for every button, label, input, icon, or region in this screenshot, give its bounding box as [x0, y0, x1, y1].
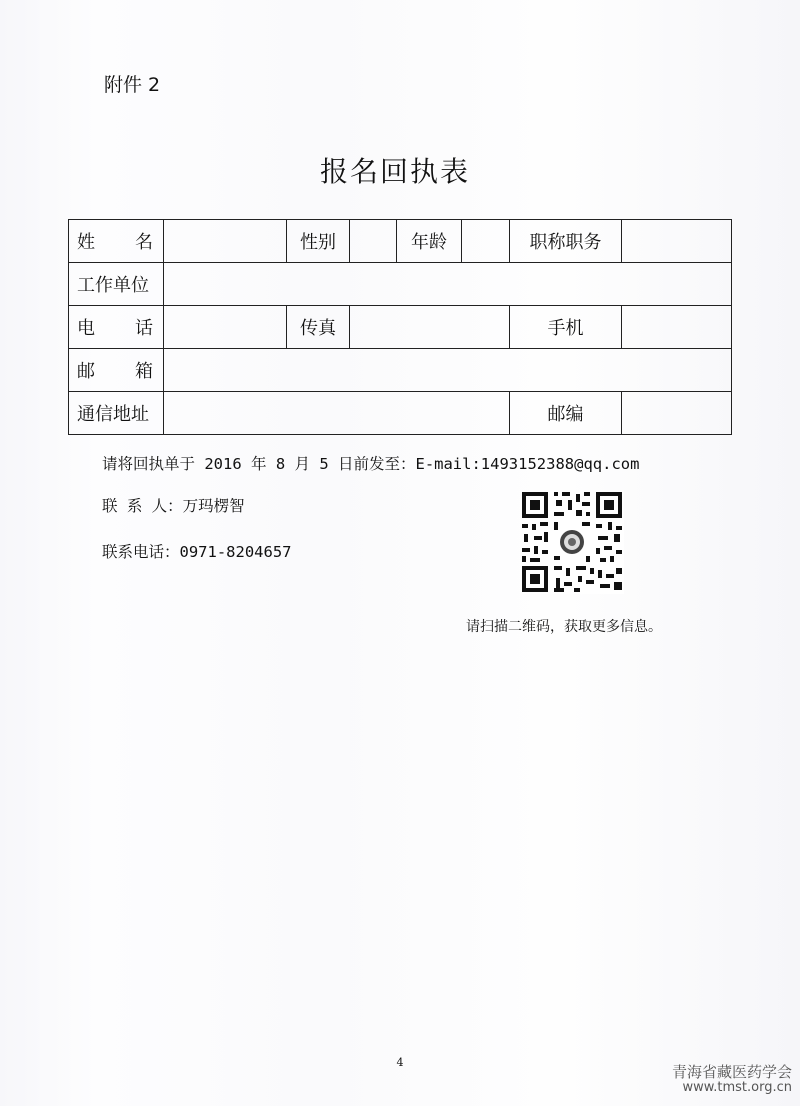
table-row — [69, 392, 732, 435]
postcode-label: 邮编 — [510, 392, 622, 435]
watermark — [672, 1064, 792, 1096]
postcode-field[interactable] — [622, 392, 732, 435]
email-label: 邮 箱 — [69, 349, 164, 392]
mobile-field[interactable] — [622, 306, 732, 349]
name-label: 姓 名 — [69, 220, 164, 263]
qr-code-icon — [520, 490, 624, 594]
phone-label: 电 话 — [69, 306, 164, 349]
registration-form-table — [68, 219, 732, 435]
work-unit-field[interactable] — [164, 263, 732, 306]
address-label: 通信地址 — [69, 392, 164, 435]
name-field[interactable] — [164, 220, 287, 263]
job-title-label: 职称职务 — [510, 220, 622, 263]
watermark-org: 青海省藏医药学会 — [671, 1063, 792, 1081]
table-row — [69, 349, 732, 392]
table-row — [69, 306, 732, 349]
table-row — [69, 263, 732, 306]
mobile-label: 手机 — [510, 306, 622, 349]
gender-field[interactable] — [350, 220, 397, 263]
email-field[interactable] — [164, 349, 732, 392]
page-number: 4 — [396, 1056, 404, 1069]
age-label: 年龄 — [397, 220, 462, 263]
age-field[interactable] — [462, 220, 510, 263]
address-field[interactable] — [164, 392, 510, 435]
phone-field[interactable] — [164, 306, 287, 349]
qr-caption: 请扫描二维码，获取更多信息。 — [466, 619, 662, 635]
page-title: 报名回执表 — [319, 155, 470, 188]
fax-field[interactable] — [350, 306, 510, 349]
gender-label: 性别 — [287, 220, 350, 263]
table-row — [69, 220, 732, 263]
work-unit-label: 工作单位 — [69, 263, 164, 306]
contact-person: 联 系 人：万玛楞智 — [102, 497, 245, 515]
watermark-url: www.tmst.org.cn — [682, 1080, 792, 1096]
contact-phone: 联系电话：0971-8204657 — [102, 543, 292, 561]
submission-note: 请将回执单于 2016 年 8 月 5 日前发至：E-mail:1493152388@qq.com — [102, 455, 640, 473]
job-title-field[interactable] — [622, 220, 732, 263]
attachment-label: 附件 2 — [104, 74, 161, 96]
fax-label: 传真 — [287, 306, 350, 349]
